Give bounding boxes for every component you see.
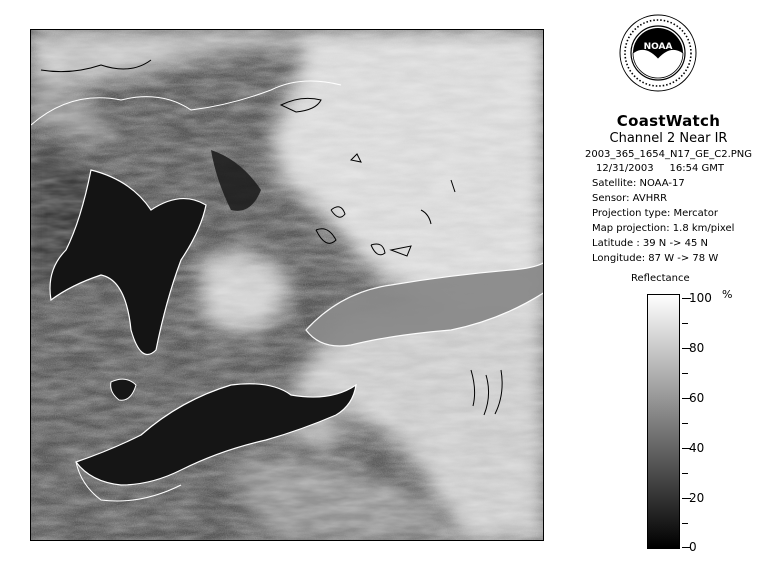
- colorbar-label: 0: [689, 540, 697, 554]
- colorbar-label: 80: [689, 341, 705, 355]
- colorbar-unit: %: [722, 288, 733, 301]
- colorbar: [647, 294, 680, 549]
- date-label: 12/31/2003: [596, 163, 654, 174]
- colorbar-tick: [682, 423, 688, 424]
- latitude-label: Latitude : 39 N -> 45 N: [592, 238, 708, 249]
- longitude-label: Longitude: 87 W -> 78 W: [592, 253, 719, 264]
- colorbar-tick: [682, 473, 688, 474]
- time-label: 16:54 GMT: [669, 163, 725, 174]
- satellite-image: [30, 29, 544, 541]
- map-projection-label: Map projection: 1.8 km/pixel: [592, 223, 735, 234]
- colorbar-label: 60: [689, 391, 705, 405]
- product-title: CoastWatch: [616, 112, 721, 130]
- channel-label: Channel 2 Near IR: [609, 131, 728, 146]
- satellite-label: Satellite: NOAA-17: [592, 178, 685, 189]
- filename-label: 2003_365_1654_N17_GE_C2.PNG: [584, 149, 753, 160]
- colorbar-tick: [682, 523, 688, 524]
- datetime-row: [561, 162, 776, 176]
- noaa-logo: [619, 14, 697, 92]
- colorbar-label: 40: [689, 441, 705, 455]
- colorbar-tick: [682, 373, 688, 374]
- noaa-logo-text: NOAA: [643, 42, 673, 52]
- projection-type-label: Projection type: Mercator: [592, 208, 718, 219]
- colorbar-label: 100: [689, 291, 712, 305]
- colorbar-label: 20: [689, 491, 705, 505]
- metadata-panel: [561, 112, 776, 266]
- colorbar-tick: [682, 323, 688, 324]
- colorbar-title: Reflectance: [631, 273, 690, 284]
- sensor-label: Sensor: AVHRR: [592, 193, 668, 204]
